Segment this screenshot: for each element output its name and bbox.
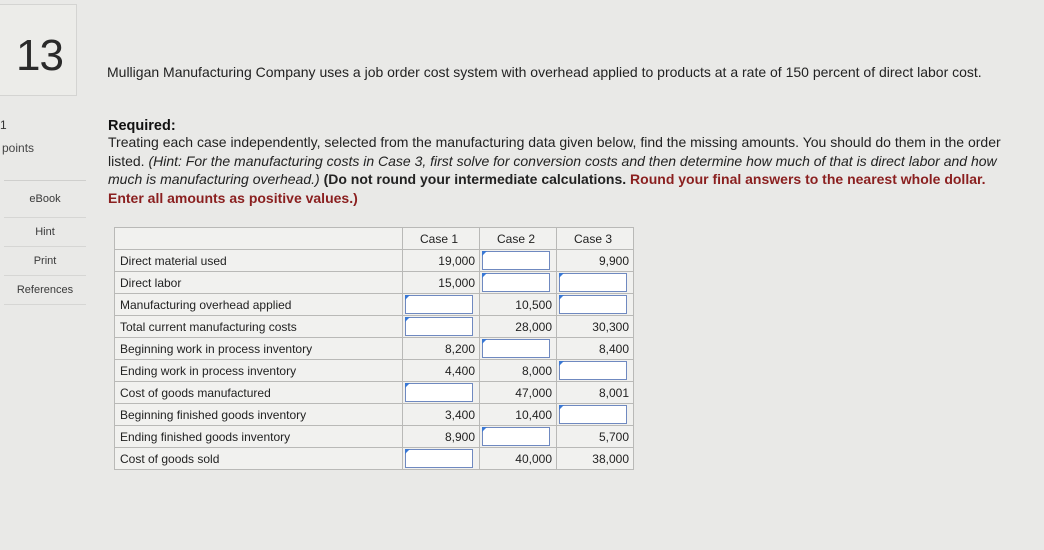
answer-input[interactable] <box>559 405 627 424</box>
references-link[interactable]: References <box>4 276 86 305</box>
header-case-3: Case 3 <box>557 228 634 250</box>
required-instructions <box>108 133 1023 207</box>
given-value: 8,400 <box>557 338 634 360</box>
given-value: 4,400 <box>403 360 480 382</box>
problem-text: Mulligan Manufacturing Company uses a job order cost system with overhead applied to products at a rate of 150 percent of direct labor cost. <box>107 64 982 80</box>
points-label: points <box>2 141 35 155</box>
table-cell <box>403 316 480 338</box>
given-value: 10,400 <box>480 404 557 426</box>
given-value: 9,900 <box>557 250 634 272</box>
answer-input[interactable] <box>482 427 550 446</box>
given-value: 8,001 <box>557 382 634 404</box>
header-blank <box>115 228 403 250</box>
row-label: Total current manufacturing costs <box>115 316 403 338</box>
table-cell <box>557 404 634 426</box>
header-case-1: Case 1 <box>403 228 480 250</box>
row-label: Manufacturing overhead applied <box>115 294 403 316</box>
given-value: 40,000 <box>480 448 557 470</box>
given-value: 8,000 <box>480 360 557 382</box>
answer-input[interactable] <box>482 273 550 292</box>
table-cell <box>480 426 557 448</box>
header-case-2: Case 2 <box>480 228 557 250</box>
answer-input[interactable] <box>405 449 473 468</box>
question-number: 13 <box>16 31 63 80</box>
ebook-link[interactable]: eBook <box>4 181 86 218</box>
table-cell <box>557 360 634 382</box>
given-value: 3,400 <box>403 404 480 426</box>
answer-input[interactable] <box>559 273 627 292</box>
answer-input[interactable] <box>405 295 473 314</box>
row-label: Direct labor <box>115 272 403 294</box>
row-label: Direct material used <box>115 250 403 272</box>
answer-input[interactable] <box>482 339 550 358</box>
given-value: 5,700 <box>557 426 634 448</box>
table-cell <box>557 294 634 316</box>
table-cell <box>480 272 557 294</box>
required-intro: Treating each case independently, selected from the manufacturing data given below, find the missing amounts. You should do them in the order listed. <box>108 134 1001 169</box>
table-row <box>115 316 634 338</box>
given-value: 30,300 <box>557 316 634 338</box>
given-value: 10,500 <box>480 294 557 316</box>
table-cell <box>480 338 557 360</box>
table-row <box>115 360 634 382</box>
table-row <box>115 294 634 316</box>
given-value: 15,000 <box>403 272 480 294</box>
table-row <box>115 404 634 426</box>
answer-input[interactable] <box>405 317 473 336</box>
given-value: 38,000 <box>557 448 634 470</box>
required-bold-note: (Do not round your intermediate calculations. <box>323 171 627 187</box>
print-link[interactable]: Print <box>4 247 86 276</box>
answer-input[interactable] <box>559 295 627 314</box>
required-red-note: Round your final answers to the nearest whole dollar. Enter all amounts as positive values.) <box>108 171 986 206</box>
table-cell <box>403 294 480 316</box>
table-row <box>115 272 634 294</box>
row-label: Beginning work in process inventory <box>115 338 403 360</box>
given-value: 28,000 <box>480 316 557 338</box>
answer-input[interactable] <box>482 251 550 270</box>
table-row <box>115 448 634 470</box>
hint-link[interactable]: Hint <box>4 218 86 247</box>
row-label: Ending finished goods inventory <box>115 426 403 448</box>
table-row <box>115 250 634 272</box>
table-row <box>115 382 634 404</box>
manufacturing-data-table <box>114 227 634 470</box>
row-label: Cost of goods sold <box>115 448 403 470</box>
question-number-box <box>0 4 77 96</box>
answer-input[interactable] <box>559 361 627 380</box>
table-row <box>115 426 634 448</box>
row-label: Beginning finished goods inventory <box>115 404 403 426</box>
given-value: 47,000 <box>480 382 557 404</box>
required-hint: (Hint: For the manufacturing costs in Case 3, first solve for conversion costs and then determine how much of that is direct labor and how much is manufacturing overhead.) <box>108 152 997 187</box>
row-label: Ending work in process inventory <box>115 360 403 382</box>
table-cell <box>557 272 634 294</box>
required-heading: Required: <box>108 118 176 134</box>
table-cell <box>480 250 557 272</box>
table-header-row <box>115 228 634 250</box>
given-value: 19,000 <box>403 250 480 272</box>
row-label: Cost of goods manufactured <box>115 382 403 404</box>
given-value: 8,200 <box>403 338 480 360</box>
points-value: 1 <box>0 118 7 132</box>
answer-input[interactable] <box>405 383 473 402</box>
table-row <box>115 338 634 360</box>
table-cell <box>403 448 480 470</box>
table-cell <box>403 382 480 404</box>
sidebar-links <box>4 180 86 305</box>
given-value: 8,900 <box>403 426 480 448</box>
